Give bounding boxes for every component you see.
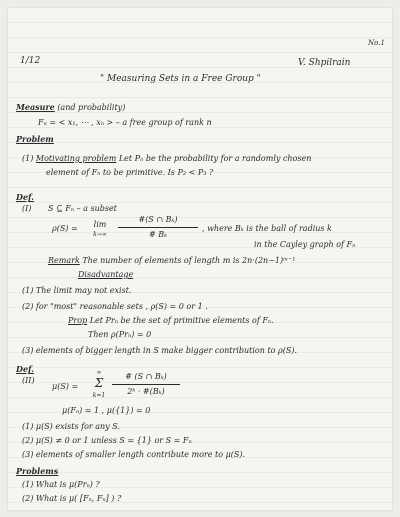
sum-symbol: Σ (94, 376, 104, 390)
measure-heading: Measure (16, 102, 55, 112)
remark-label: Remark (48, 256, 80, 265)
mu-property-2: (2) μ(S) ≠ 0 or 1 unless S = {1} or S = Fₙ (22, 436, 192, 445)
rho-denominator: # Bₖ (148, 230, 168, 239)
mu-property-3: (3) elements of smaller length contribute more to μ(S). (22, 450, 246, 459)
prop-then: Then ρ(Prₙ) = 0 (88, 330, 152, 339)
sum-bottom: k=1 (92, 392, 106, 399)
problem-item-1-line2: element of Fₙ to be primitive. Is P₂ < P₃ ? (46, 168, 214, 177)
problems-q2: (2) What is μ( [Fₙ, Fₙ] ) ? (22, 494, 122, 503)
mu-fraction-bar (112, 384, 180, 385)
measure-heading-rest: (and probability) (57, 103, 126, 112)
def1-num: (I) (22, 204, 32, 213)
problems-heading: Problems (16, 466, 59, 476)
mu-values-line: μ(Fₙ) = 1 , μ({1}) = 0 (62, 406, 151, 415)
disadvantage-2: (2) for "most" reasonable sets , ρ(S) = 0 or 1 . (22, 302, 208, 311)
where-line: , where Bₖ is the ball of radius k (202, 224, 332, 233)
prop-label: Prop (68, 316, 88, 325)
sum-top: ∞ (96, 369, 102, 376)
mu-denominator: 2ᵏ · #(Bₖ) (127, 387, 165, 396)
problem-item-1-num: (1) (22, 154, 34, 163)
measure-heading-line (16, 102, 125, 113)
rho-numerator: #(S ∩ Bₖ) (138, 215, 178, 224)
page-title: " Measuring Sets in a Free Group " (100, 74, 261, 84)
lim: lim (93, 220, 107, 229)
problem-item-1 (22, 154, 311, 164)
lim-sub: k→∞ (93, 231, 107, 238)
remark-text: The number of elements of length m is 2n·(2n−1)ᵐ⁻¹ (82, 256, 296, 265)
problem-heading: Problem (16, 134, 54, 144)
disadvantage-3: (3) elements of bigger length in S make bigger contribution to ρ(S). (22, 346, 297, 355)
prop-line (68, 316, 274, 326)
date: 1/12 (20, 56, 41, 66)
cayley-line: in the Cayley graph of Fₙ (254, 240, 356, 249)
prop-text: Let Prₙ be the set of primitive elements of Fₙ. (89, 316, 274, 325)
problem-item-1-text: Let Pₙ be the probability for a randomly chosen (118, 154, 312, 163)
mu-lhs: μ(S) = (52, 382, 79, 391)
author: V. Shpilrain (298, 58, 351, 68)
mu-property-1: (1) μ(S) exists for any S. (22, 422, 120, 431)
problems-q1: (1) What is μ(Prₙ) ? (22, 480, 100, 489)
rho-fraction-bar (118, 227, 198, 228)
def2-label: Def. (16, 364, 34, 374)
page-number: No.1 (368, 39, 385, 47)
subset-line: S ⊆ Fₙ – a subset (48, 204, 117, 213)
notebook-page (8, 8, 392, 510)
def2-num: (II) (22, 376, 35, 385)
motivating-problem-label: Motivating problem (35, 154, 117, 163)
disadvantage-1: (1) The limit may not exist. (22, 286, 132, 295)
remark-line (48, 256, 295, 266)
disadvantage-heading: Disadvantage (78, 270, 134, 279)
free-group-line: Fₙ = < x₁, ⋯ , xₙ > – a free group of rank n (38, 118, 212, 127)
mu-numerator: # (S ∩ Bₖ) (125, 372, 167, 381)
rho-lhs: ρ(S) = (52, 224, 78, 233)
def1-label: Def. (16, 192, 34, 202)
